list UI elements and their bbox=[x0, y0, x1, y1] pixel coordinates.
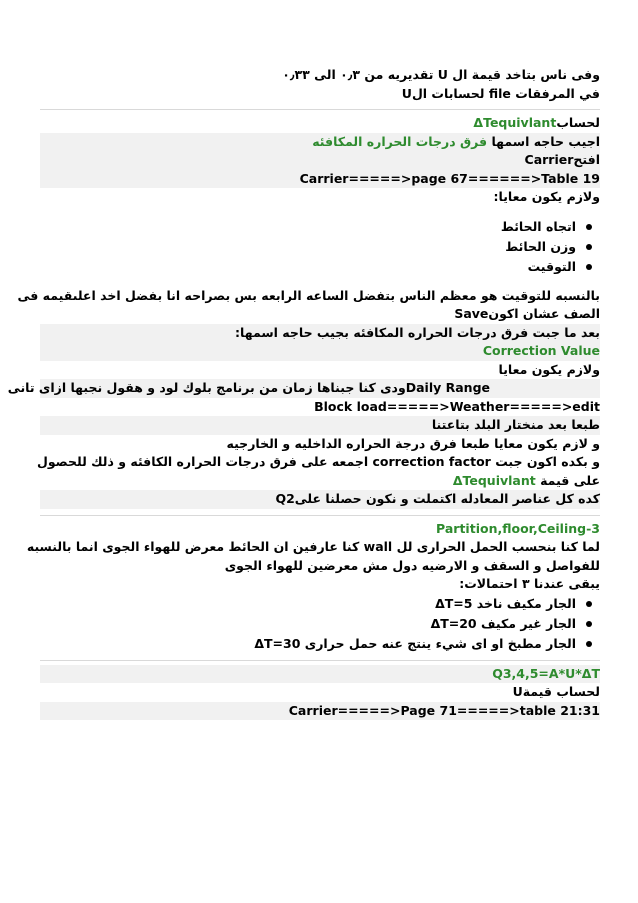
choose-city-line: طبعا بعد منختار البلد بتاعتنا bbox=[40, 416, 600, 435]
section-divider-3 bbox=[40, 660, 600, 661]
bullet-dot bbox=[586, 244, 592, 250]
option-item-1 bbox=[40, 594, 600, 614]
spacer bbox=[40, 277, 600, 287]
option-item-3 bbox=[40, 634, 600, 654]
partition-title: 3-Partition,floor,Ceiling bbox=[436, 520, 600, 536]
partition-para-line-1: لما كنا بنحسب الحمل الحرارى لل wall كنا عارفين ان الحائط معرض للهواء الجوى انما بالنسبه bbox=[26, 539, 600, 554]
section-divider-2 bbox=[40, 515, 600, 516]
must-know-2: ولازم يكون معايا bbox=[498, 361, 600, 377]
result-line: و بكده اكون جبت correction factor اجمعه على فرق درجات الحراره الكافئه و ذلك للحصول bbox=[36, 454, 600, 469]
bullet-text: اتجاه الحائط bbox=[500, 218, 576, 234]
value-term: ΔTequivlant bbox=[452, 472, 536, 488]
section-divider-1 bbox=[40, 109, 600, 110]
bullet-text: التوقيت bbox=[527, 258, 576, 274]
equiv-heading-term: ΔTequivlant bbox=[473, 115, 557, 130]
need-line bbox=[40, 133, 600, 152]
bullet-dot bbox=[586, 601, 592, 607]
bullet-dot bbox=[586, 621, 592, 627]
intro-line-1: وفى ناس بتاخد قيمة ال U تقديريه من ٠٫٣ الى ٠٫٣٣ bbox=[282, 67, 600, 82]
q-formula: Q3,4,5=A*U*ΔT bbox=[40, 665, 600, 684]
timing-line-1: بالنسبه للتوقيت هو معظم الناس بتفضل الساعه الرابعه بس بصراحه انا بفضل اخد اعلىقيمه فى bbox=[17, 287, 600, 303]
must-know-line: ولازم يكون معايا: bbox=[493, 189, 600, 204]
value-prefix: على قيمة bbox=[535, 472, 600, 488]
bullet-item-1 bbox=[40, 217, 600, 237]
timing-line-2: الصف عشان اكونSave bbox=[454, 306, 600, 321]
document-body bbox=[7, 66, 600, 720]
carrier-path-2: Carrier=====>Page 71=====>table 21:31 bbox=[40, 702, 600, 721]
bullet-dot bbox=[586, 264, 592, 270]
partition-para-line-2: للفواصل و السقف و الارضيه دول مش معرضين للهواء الجوى bbox=[224, 557, 600, 573]
option-item-2 bbox=[40, 614, 600, 634]
value-line bbox=[40, 472, 600, 491]
bullet-item-2 bbox=[40, 237, 600, 257]
intro-line-2: في المرفقات file لحسابات الU bbox=[401, 85, 600, 101]
equiv-heading bbox=[40, 114, 600, 133]
correction-title: Correction Value bbox=[40, 342, 600, 361]
after-line: بعد ما جبت فرق درجات الحراره المكافئه بجيب حاجه اسمها: bbox=[40, 324, 600, 343]
equiv-heading-prefix: لحساب bbox=[556, 115, 600, 130]
need-term: فرق درجات الحراره المكافئه bbox=[312, 133, 488, 149]
options-intro: يبقى عندنا ٣ احتمالات: bbox=[459, 576, 600, 591]
bullet-dot bbox=[586, 641, 592, 647]
option-text: الجار مطبخ او اى شيء ينتج عنه حمل حرارى ΔT=30 bbox=[254, 635, 576, 651]
option-text: الجار غير مكيف ΔT=20 bbox=[430, 615, 576, 631]
option-text: الجار مكيف ناخد ΔT=5 bbox=[435, 595, 576, 611]
bullet-text: وزن الحائط bbox=[505, 238, 576, 254]
q2-line: كده كل عناصر المعادله اكتملت و نكون حصلنا علىQ2 bbox=[40, 490, 600, 509]
need-prefix: اجيب حاجه اسمها bbox=[487, 133, 600, 149]
block-path-line: Block load=====>Weather=====>edit bbox=[314, 398, 600, 414]
bullet-dot bbox=[586, 224, 592, 230]
open-carrier-line: افتحCarrier bbox=[40, 151, 600, 170]
spacer bbox=[40, 207, 600, 217]
u-line: لحساب قيمةU bbox=[512, 684, 600, 699]
carrier-path-line: Carrier=====>page 67======>Table 19 bbox=[40, 170, 600, 189]
must-diff-line: و لازم يكون معايا طبعا فرق درجة الحراره الداخليه و الخارجيه bbox=[226, 435, 600, 451]
daily-range-line: Daily Rangeودى كنا جبناها زمان من برنامج بلوك لود و هقول نجبها ازاى تانى bbox=[40, 379, 600, 398]
bullet-item-3 bbox=[40, 257, 600, 277]
